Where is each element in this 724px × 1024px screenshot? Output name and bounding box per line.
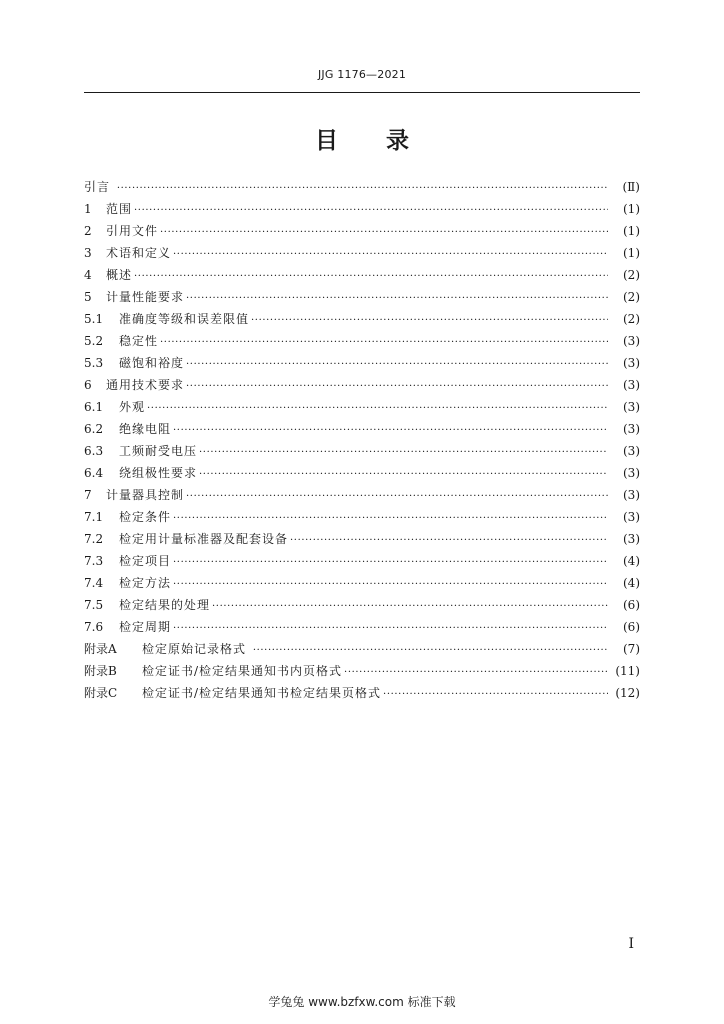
toc-entry-label: 范围 (106, 202, 133, 216)
toc-entry-number: 7.2 (84, 532, 104, 546)
toc-entry[interactable] (84, 682, 640, 704)
toc-entry[interactable] (84, 418, 640, 440)
toc-title: 目录 (315, 128, 457, 154)
toc-entry-number: 5 (84, 290, 92, 304)
toc-entry[interactable] (84, 660, 640, 682)
toc-entry-page: (1) (623, 202, 640, 216)
toc-entry-label: 术语和定义 (106, 246, 172, 260)
toc-entry-label: 磁饱和裕度 (119, 356, 185, 370)
toc-entry-number: 7.1 (84, 510, 104, 524)
toc-entry-page: (3) (623, 488, 640, 502)
toc-entry-number: 5.1 (84, 312, 104, 326)
toc-entry-page: (3) (623, 400, 640, 414)
toc-entry-label: 通用技术要求 (106, 378, 185, 392)
toc-leader-dots (117, 178, 608, 200)
toc-leader-dots (134, 200, 608, 222)
toc-entry-label: 外观 (119, 400, 146, 414)
toc-entry-label: 检定原始记录格式 (142, 642, 251, 656)
toc-leader-dots (147, 398, 608, 420)
toc-entry-number: 附录A (84, 642, 117, 656)
toc-entry[interactable] (84, 242, 640, 264)
toc-entry[interactable] (84, 264, 640, 286)
toc-entry-label: 概述 (106, 268, 133, 282)
toc-entry-number: 7.6 (84, 620, 104, 634)
toc-entry-label: 准确度等级和误差限值 (119, 312, 250, 326)
toc-entry-number: 4 (84, 268, 92, 282)
toc-entry-page: (3) (623, 334, 640, 348)
toc-entry-number: 7.5 (84, 598, 104, 612)
toc-entry-page: (3) (623, 444, 640, 458)
toc-entry-label: 绝缘电阻 (119, 422, 172, 436)
toc-leader-dots (173, 618, 608, 640)
toc-leader-dots (344, 662, 608, 684)
toc-entry-page: (2) (623, 312, 640, 326)
toc-entry[interactable] (84, 286, 640, 308)
toc-entry-number: 附录C (84, 686, 118, 700)
page-number: Ⅰ (628, 936, 634, 952)
toc-leader-dots (160, 222, 608, 244)
toc-entry-number: 6.3 (84, 444, 104, 458)
toc-entry-label: 检定方法 (119, 576, 172, 590)
toc-entry-label: 检定证书/检定结果通知书检定结果页格式 (142, 686, 382, 700)
toc-entry-page: (2) (623, 290, 640, 304)
toc-leader-dots (199, 442, 608, 464)
toc-entry[interactable] (84, 594, 640, 616)
toc-leader-dots (251, 310, 608, 332)
page-header (84, 66, 640, 93)
toc-entry[interactable] (84, 638, 640, 660)
toc-leader-dots (290, 530, 608, 552)
toc-leader-dots (212, 596, 608, 618)
toc-entry-page: (1) (623, 246, 640, 260)
toc-entry[interactable] (84, 198, 640, 220)
toc-entry-number: 附录B (84, 664, 117, 678)
toc-entry-page: (3) (623, 356, 640, 370)
watermark-text: 学兔兔 www.bzfxw.com 标准下载 (268, 995, 456, 1009)
toc-entry-page: (6) (623, 620, 640, 634)
toc-entry-number: 7 (84, 488, 92, 502)
toc-entry[interactable] (84, 176, 640, 198)
toc-entry-number: 6.2 (84, 422, 104, 436)
toc-entry[interactable] (84, 440, 640, 462)
toc-entry-number: 5.2 (84, 334, 104, 348)
toc-entry-label: 绕组极性要求 (119, 466, 198, 480)
toc-entry-page: (3) (623, 532, 640, 546)
toc-leader-dots (173, 552, 608, 574)
toc-entry[interactable] (84, 396, 640, 418)
toc-entry-page: (2) (623, 268, 640, 282)
toc-entry-label: 稳定性 (119, 334, 159, 348)
toc-entry[interactable] (84, 528, 640, 550)
toc-entry-label: 计量器具控制 (106, 488, 185, 502)
toc-entry-label: 引用文件 (106, 224, 159, 238)
toc-entry-number: 3 (84, 246, 92, 260)
toc-entry-label: 检定用计量标准器及配套设备 (119, 532, 289, 546)
toc-entry-page: (3) (623, 378, 640, 392)
toc-entry[interactable] (84, 506, 640, 528)
toc-entry-number: 2 (84, 224, 92, 238)
toc-entry-number: 6 (84, 378, 92, 392)
toc-entry-number: 6.4 (84, 466, 104, 480)
toc-entry-number: 1 (84, 202, 92, 216)
toc-entry[interactable] (84, 352, 640, 374)
toc-entry-label: 检定证书/检定结果通知书内页格式 (142, 664, 343, 678)
toc-entry-label: 工频耐受电压 (119, 444, 198, 458)
toc-entry-label: 检定结果的处理 (119, 598, 211, 612)
toc-entry-number: 7.4 (84, 576, 104, 590)
toc-entry-page: (7) (623, 642, 640, 656)
toc-entry-page: (6) (623, 598, 640, 612)
toc-leader-dots (160, 332, 608, 354)
toc-entry-page: (11) (615, 664, 640, 678)
toc-entry-number: 5.3 (84, 356, 104, 370)
toc-entry[interactable] (84, 374, 640, 396)
toc-entry-label: 检定条件 (119, 510, 172, 524)
toc-entry-page: (4) (623, 554, 640, 568)
toc-entry-number: 7.3 (84, 554, 104, 568)
toc-leader-dots (253, 640, 608, 662)
toc-leader-dots (186, 354, 608, 376)
toc-entry-page: (3) (623, 510, 640, 524)
toc-entry[interactable] (84, 484, 640, 506)
toc-entry[interactable] (84, 308, 640, 330)
toc-entry[interactable] (84, 572, 640, 594)
toc-entry-label: 计量性能要求 (106, 290, 185, 304)
toc-leader-dots (186, 376, 608, 398)
toc-entry[interactable] (84, 616, 640, 638)
toc-entry-label: 检定周期 (119, 620, 172, 634)
toc-leader-dots (186, 288, 608, 310)
toc-leader-dots (186, 486, 608, 508)
toc-leader-dots (383, 684, 608, 706)
standard-code: JJG 1176—2021 (317, 68, 407, 81)
toc-leader-dots (134, 266, 608, 288)
toc-entry[interactable] (84, 550, 640, 572)
toc-leader-dots (173, 244, 608, 266)
toc-entry-page: (3) (623, 422, 640, 436)
toc-leader-dots (173, 574, 608, 596)
toc-leader-dots (173, 508, 608, 530)
toc-entry-page: (12) (615, 686, 640, 700)
toc-entry[interactable] (84, 330, 640, 352)
table-of-contents (84, 176, 640, 704)
toc-entry-page: (3) (623, 466, 640, 480)
toc-entry-label: 引言 (84, 180, 115, 194)
toc-entry[interactable] (84, 462, 640, 484)
toc-leader-dots (199, 464, 608, 486)
toc-entry-number: 6.1 (84, 400, 104, 414)
toc-entry-page: (Ⅱ) (622, 180, 640, 194)
toc-entry-label: 检定项目 (119, 554, 172, 568)
toc-entry[interactable] (84, 220, 640, 242)
toc-leader-dots (173, 420, 608, 442)
toc-entry-page: (1) (623, 224, 640, 238)
toc-entry-page: (4) (623, 576, 640, 590)
